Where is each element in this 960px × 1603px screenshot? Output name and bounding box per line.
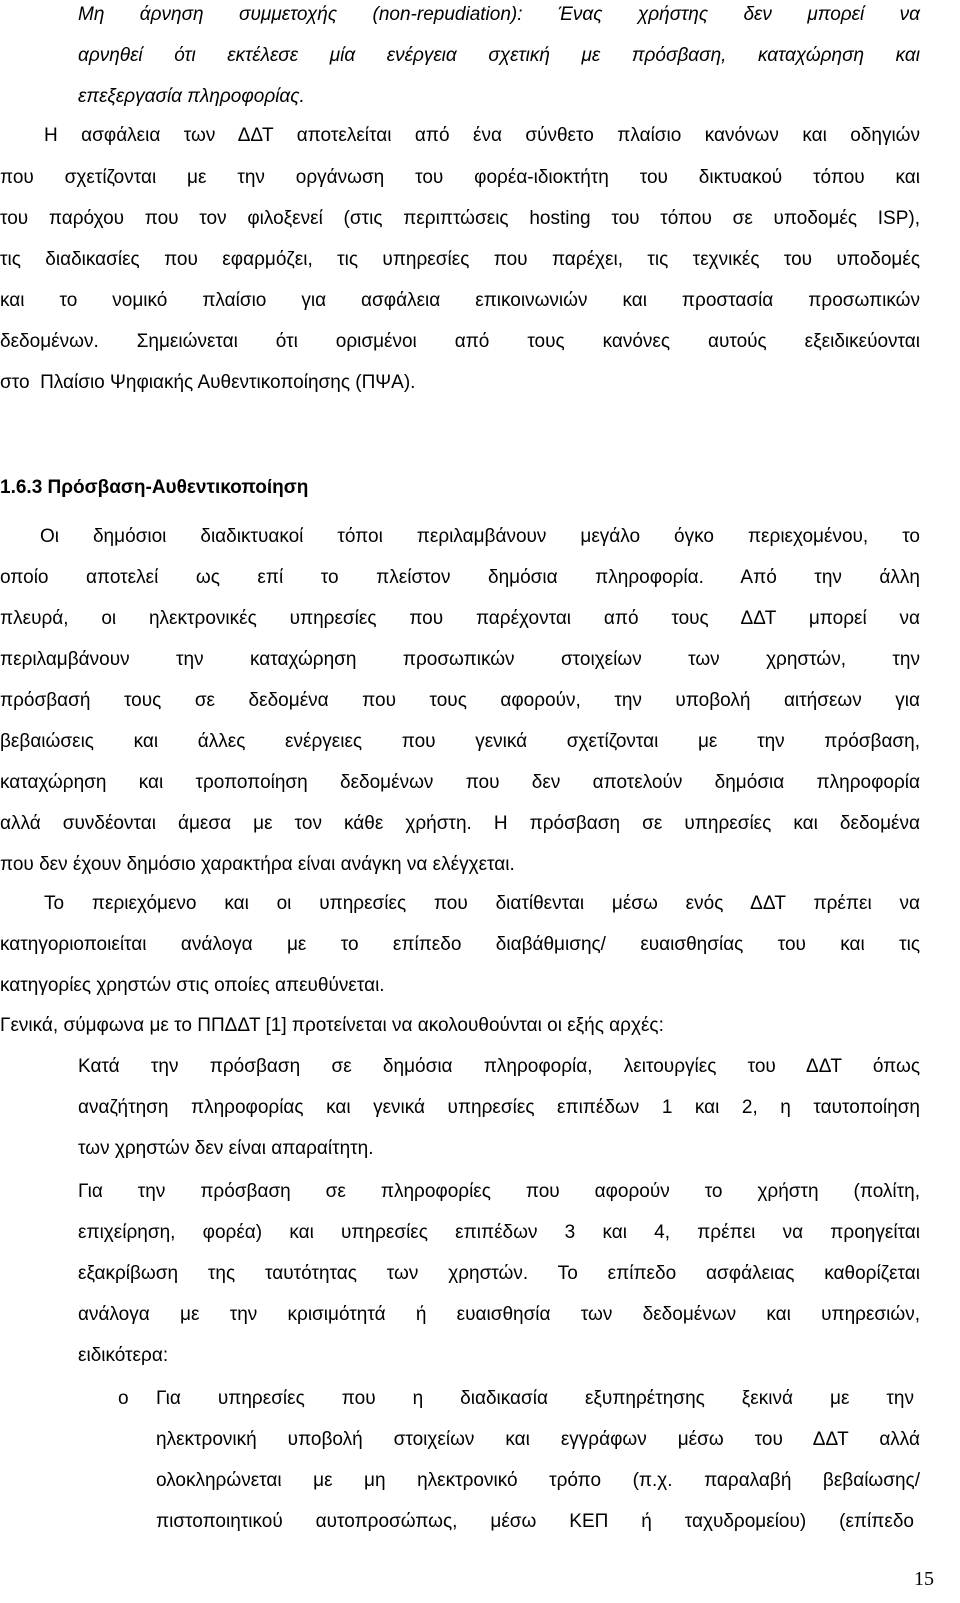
text-content: κατηγοριοποιείται ανάλογα με το επίπεδο διαβάθμισης/ ευαισθησίας του και τις [0, 934, 920, 955]
text-line [0, 368, 415, 398]
text-content: Οι δημόσιοι διαδικτυακοί τόποι περιλαμβάνουν μεγάλο όγκο περιεχομένου, το [40, 526, 920, 547]
text-content: Κατά την πρόσβαση σε δημόσια πληροφορία, λειτουργίες του ΔΔΤ όπως [78, 1056, 920, 1077]
text-line [78, 1177, 920, 1207]
text-content: αναζήτηση πληροφορίας και γενικά υπηρεσίες επιπέδων 1 και 2, η ταυτοποίηση [78, 1097, 920, 1118]
text-content: κατηγορίες χρηστών στις οποίες απευθύνεται. [0, 975, 385, 996]
text-content: και το νομικό πλαίσιο για ασφάλεια επικοινωνιών και προστασία προσωπικών [0, 290, 920, 311]
text-line [40, 522, 920, 552]
text-line [78, 41, 920, 71]
text-content: αλλά συνδέονται άμεσα με τον κάθε χρήστη. Η πρόσβαση σε υπηρεσίες και δεδομένα [0, 813, 920, 834]
text-line [78, 1093, 920, 1123]
text-line [78, 82, 305, 112]
text-line [78, 1052, 920, 1082]
text-content: που δεν έχουν δημόσιο χαρακτήρα είναι ανάγκη να ελέγχεται. [0, 854, 515, 875]
text-content: ανάλογα με την κρισιμότητά ή ευαισθησία των δεδομένων και υπηρεσιών, [78, 1304, 920, 1325]
text-line [0, 604, 920, 634]
text-line [78, 1259, 920, 1289]
text-content: Η ασφάλεια των ΔΔΤ αποτελείται από ένα σύνθετο πλαίσιο κανόνων και οδηγιών [44, 125, 920, 146]
text-content: επεξεργασία πληροφορίας. [78, 86, 305, 107]
text-content: πλευρά, οι ηλεκτρονικές υπηρεσίες που παρέχονται από τους ΔΔΤ μπορεί να [0, 608, 920, 629]
text-line [78, 0, 920, 30]
text-line [0, 1011, 664, 1041]
text-line [0, 727, 920, 757]
text-content: αρνηθεί ότι εκτέλεσε μία ενέργεια σχετική με πρόσβαση, καταχώρηση και [78, 45, 920, 66]
bullet-marker [118, 1384, 129, 1414]
text-content: εξακρίβωση της ταυτότητας των χρηστών. Το επίπεδο ασφάλειας καθορίζεται [78, 1263, 920, 1284]
text-line [0, 563, 920, 593]
text-content: Για την πρόσβαση σε πληροφορίες που αφορούν το χρήστη (πολίτη, [78, 1181, 920, 1202]
text-content: δεδομένων. Σημειώνεται ότι ορισμένοι από τους κανόνες αυτούς εξειδικεύονται [0, 331, 920, 352]
bullet-glyph: o [118, 1388, 129, 1409]
text-line [0, 686, 920, 716]
text-content: τις διαδικασίες που εφαρμόζει, τις υπηρεσίες που παρέχει, τις τεχνικές του υποδομές [0, 249, 920, 270]
heading-text: 1.6.3 Πρόσβαση-Αυθεντικοποίηση [0, 477, 309, 498]
text-line [0, 809, 920, 839]
text-line [44, 121, 920, 151]
page-number [914, 1568, 934, 1591]
text-line [156, 1466, 920, 1496]
text-content: ολοκληρώνεται με μη ηλεκτρονικό τρόπο (π.χ. παραλαβή βεβαίωσης/ [156, 1470, 920, 1491]
text-line [0, 971, 385, 1001]
text-line [78, 1341, 168, 1371]
text-content: καταχώρηση και τροποποίηση δεδομένων που δεν αποτελούν δημόσια πληροφορία [0, 772, 920, 793]
text-line [0, 163, 920, 193]
text-line [0, 768, 920, 798]
text-line [0, 286, 920, 316]
text-line [0, 327, 920, 357]
text-line [0, 930, 920, 960]
text-line [78, 1218, 920, 1248]
section-heading [0, 473, 308, 503]
text-line [78, 1300, 920, 1330]
text-content: Το περιεχόμενο και οι υπηρεσίες που διατίθενται μέσω ενός ΔΔΤ πρέπει να [44, 893, 920, 914]
text-content: Μη άρνηση συμμετοχής (non-repudiation): Ένας χρήστης δεν μπορεί να [78, 4, 920, 25]
text-content: περιλαμβάνουν την καταχώρηση προσωπικών στοιχείων των χρηστών, την [0, 649, 920, 670]
text-content: πιστοποιητικού αυτοπροσώπως, μέσω ΚΕΠ ή ταχυδρομείου) (επίπεδο [156, 1511, 914, 1532]
text-content: ειδικότερα: [78, 1345, 169, 1366]
text-content: Γενικά, σύμφωνα με το ΠΠΔΔΤ [1] προτείνεται να ακολουθούνται οι εξής αρχές: [0, 1015, 664, 1036]
text-content: ηλεκτρονική υποβολή στοιχείων και εγγράφων μέσω του ΔΔΤ αλλά [156, 1429, 920, 1450]
text-line [156, 1507, 914, 1537]
text-content: οποίο αποτελεί ως επί το πλείστον δημόσια πληροφορία. Από την άλλη [0, 567, 920, 588]
text-line [78, 1134, 374, 1164]
text-line [44, 889, 920, 919]
text-line [0, 245, 920, 275]
text-line [0, 204, 920, 234]
text-content: πρόσβασή τους σε δεδομένα που τους αφορούν, την υποβολή αιτήσεων για [0, 690, 920, 711]
text-content: βεβαιώσεις και άλλες ενέργειες που γενικά σχετίζονται με την πρόσβαση, [0, 731, 920, 752]
text-content: στο Πλαίσιο Ψηφιακής Αυθεντικοποίησης (ΠΨΑ). [0, 372, 416, 393]
text-content: επιχείρηση, φορέα) και υπηρεσίες επιπέδων 3 και 4, πρέπει να προηγείται [78, 1222, 920, 1243]
text-line [156, 1425, 920, 1455]
text-content: των χρηστών δεν είναι απαραίτητη. [78, 1138, 374, 1159]
text-line [0, 645, 920, 675]
text-line [156, 1384, 914, 1414]
text-line [0, 850, 515, 880]
text-content: του παρόχου που τον φιλοξενεί (στις περιπτώσεις hosting του τόπου σε υποδομές ISP), [0, 208, 920, 229]
text-content: Για υπηρεσίες που η διαδικασία εξυπηρέτησης ξεκινά με την [156, 1388, 914, 1409]
page-number-text: 15 [914, 1568, 934, 1590]
text-content: που σχετίζονται με την οργάνωση του φορέα-ιδιοκτήτη του δικτυακού τόπου και [0, 167, 920, 188]
